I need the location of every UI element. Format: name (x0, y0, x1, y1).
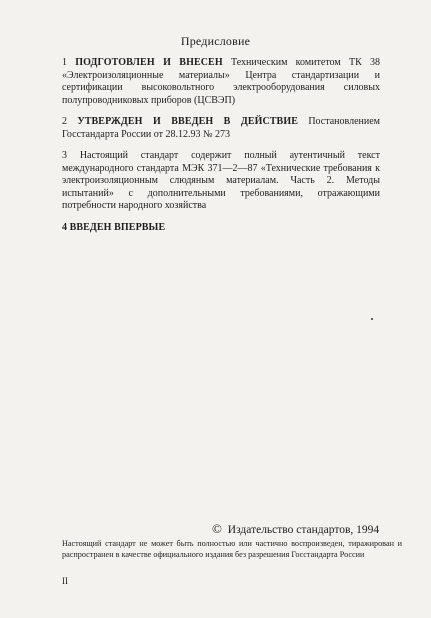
section-2 (62, 116, 380, 141)
section-2-lead: УТВЕРЖДЕН И ВВЕДЕН В ДЕЙСТВИЕ (77, 116, 298, 127)
section-1-text: Техническим комитетом ТК 38 «Электроизоляционные материалы» Центра стандартизации и сертификации высоковольтного электрооборудования силовых полупроводниковых приборов (ЦСВЭП) (62, 57, 380, 106)
section-4 (62, 222, 380, 235)
reproduction-notice: Настоящий стандарт не может быть полностью или частично воспроизведен, тиражирован и распространен в качестве официального издания без разрешения Госстандарта России (62, 539, 402, 559)
section-3-number: 3 (62, 150, 67, 161)
section-1-lead: ПОДГОТОВЛЕН И ВНЕСЕН (75, 57, 223, 68)
preface-sections (62, 57, 380, 234)
section-3 (62, 150, 380, 213)
section-3-text: Настоящий стандарт содержит полный аутентичный текст международного стандарта МЭК 371—2—87 «Технические требования к электроизоляционным слюдяным материалам. Часть 2. Методы испытаний» с дополнительными требованиями, отражающими потребности народного хозяйства (62, 150, 380, 211)
section-2-text: Постановлением Госстандарта России от 28.12.93 № 273 (62, 116, 380, 140)
copyright-line (212, 521, 379, 537)
section-1 (62, 57, 380, 107)
section-4-lead: ВВЕДЕН ВПЕРВЫЕ (69, 221, 166, 233)
section-1-number: 1 (62, 57, 67, 68)
section-4-number: 4 (62, 221, 68, 233)
copyright-icon: © (212, 521, 222, 536)
section-2-number: 2 (62, 116, 67, 127)
copyright-text: Издательство стандартов, 1994 (227, 524, 380, 536)
page-number: II (62, 576, 68, 586)
print-speck (371, 318, 373, 320)
page-title: Предисловие (180, 34, 251, 48)
